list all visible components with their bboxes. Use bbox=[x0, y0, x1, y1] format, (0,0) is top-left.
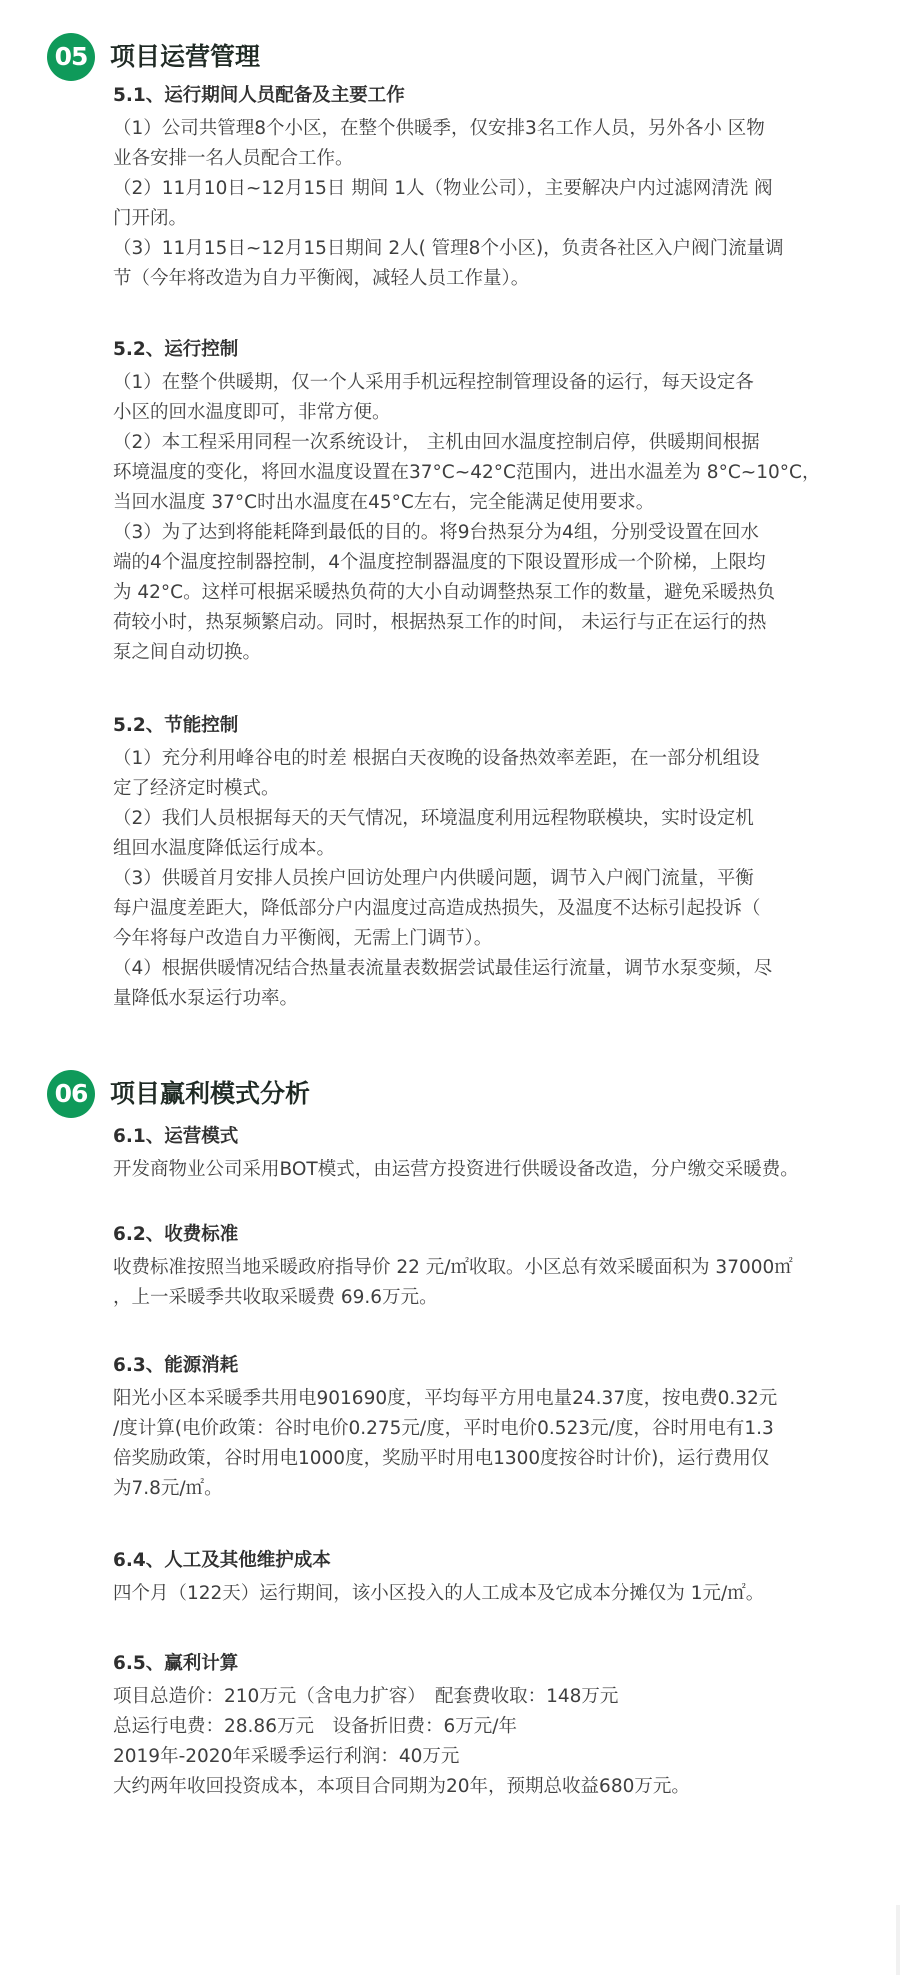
paragraph-6-2 bbox=[113, 1253, 848, 1313]
paragraph-5-1 bbox=[113, 114, 848, 294]
text-line: 2019年-2020年采暖季运行利润：40万元 bbox=[113, 1746, 460, 1767]
text-line: 泵之间自动切换。 bbox=[113, 642, 262, 663]
text-line: 总运行电费：28.86万元 设备折旧费：6万元/年 bbox=[113, 1716, 517, 1737]
text-line: 端的4个温度控制器控制，4个温度控制器温度的下限设置形成一个阶梯，上限均 bbox=[113, 552, 766, 573]
text-line: （1）在整个供暖期，仅一个人采用手机远程控制管理设备的运行，每天设定各 bbox=[113, 372, 754, 393]
text-line: 开发商物业公司采用BOT模式，由运营方投资进行供暖设备改造，分户缴交采暖费。 bbox=[113, 1159, 799, 1180]
text-line: （1）充分利用峰谷电的时差 根据白天夜晚的设备热效率差距，在一部分机组设 bbox=[113, 748, 760, 769]
text-line: 每户温度差距大，降低部分户内温度过高造成热损失，及温度不达标引起投诉（ bbox=[113, 898, 761, 919]
text-line: （2）本工程采用同程一次系统设计， 主机由回水温度控制启停，供暖期间根据 bbox=[113, 432, 760, 453]
text-line: 四个月（122天）运行期间，该小区投入的人工成本及它成本分摊仅为 1元/㎡。 bbox=[113, 1583, 765, 1604]
text-line: 倍奖励政策，谷时用电1000度，奖励平时用电1300度按谷时计价)，运行费用仅 bbox=[113, 1448, 770, 1469]
section-06 bbox=[0, 1070, 900, 1122]
text-line: 量降低水泵运行功率。 bbox=[113, 988, 299, 1009]
subsection-heading-6-2: 6.2、收费标准 bbox=[113, 1224, 239, 1245]
text-line: 门开闭。 bbox=[113, 208, 188, 229]
text-line: ，上一采暖季共收取采暖费 69.6万元。 bbox=[113, 1287, 438, 1308]
text-line: （2）11月10日~12月15日 期间 1人（物业公司），主要解决户内过滤网清洗 阀 bbox=[113, 178, 773, 199]
text-line: 业各安排一名人员配合工作。 bbox=[113, 148, 354, 169]
subsection-heading-6-4: 6.4、人工及其他维护成本 bbox=[113, 1550, 331, 1571]
text-line: 项目总造价：210万元（含电力扩容） 配套费收取：148万元 bbox=[113, 1686, 619, 1707]
text-line: 大约两年收回投资成本，本项目合同期为20年，预期总收益680万元。 bbox=[113, 1776, 690, 1797]
subsection-heading-5-2-energy: 5.2、节能控制 bbox=[113, 715, 239, 736]
text-line: /度计算(电价政策：谷时电价0.275元/度，平时电价0.523元/度，谷时用电有1.3 bbox=[113, 1418, 774, 1439]
section-title: 项目运营管理 bbox=[110, 42, 261, 71]
text-line: 小区的回水温度即可，非常方便。 bbox=[113, 402, 391, 423]
text-line: 定了经济定时模式。 bbox=[113, 778, 280, 799]
text-line: （3）11月15日~12月15日期间 2人( 管理8个小区)，负责各社区入户阀门流量调 bbox=[113, 238, 784, 259]
section-number-badge: 05 bbox=[47, 33, 95, 81]
text-line: 为 42°C。这样可根据采暖热负荷的大小自动调整热泵工作的数量，避免采暖热负 bbox=[113, 582, 776, 603]
paragraph-5-2-energy bbox=[113, 744, 848, 1014]
subsection-heading-5-2-control: 5.2、运行控制 bbox=[113, 339, 239, 360]
text-line: 荷较小时，热泵频繁启动。同时，根据热泵工作的时间， 未运行与正在运行的热 bbox=[113, 612, 767, 633]
subsection-heading-6-3: 6.3、能源消耗 bbox=[113, 1355, 239, 1376]
page-edge-divider bbox=[896, 1905, 900, 1975]
paragraph-6-3 bbox=[113, 1384, 848, 1504]
text-line: 节（今年将改造为自力平衡阀，减轻人员工作量）。 bbox=[113, 268, 530, 289]
text-line: 当回水温度 37°C时出水温度在45°C左右，完全能满足使用要求。 bbox=[113, 492, 655, 513]
section-title: 项目赢利模式分析 bbox=[110, 1079, 311, 1108]
text-line: 环境温度的变化，将回水温度设置在37°C~42°C范围内，进出水温差为 8°C~10°C， bbox=[113, 462, 821, 483]
text-line: 收费标准按照当地采暖政府指导价 22 元/㎡收取。小区总有效采暖面积为 37000㎡ bbox=[113, 1257, 793, 1278]
subsection-heading-6-1: 6.1、运营模式 bbox=[113, 1126, 239, 1147]
section-number-badge: 06 bbox=[47, 1070, 95, 1118]
subsection-heading-6-5: 6.5、赢利计算 bbox=[113, 1653, 239, 1674]
paragraph-6-4 bbox=[113, 1579, 848, 1609]
text-line: （3）供暖首月安排人员挨户回访处理户内供暖问题，调节入户阀门流量，平衡 bbox=[113, 868, 754, 889]
paragraph-5-2-control bbox=[113, 368, 848, 668]
section-header bbox=[0, 33, 900, 85]
text-line: 为7.8元/㎡。 bbox=[113, 1478, 223, 1499]
text-line: （1）公司共管理8个小区，在整个供暖季，仅安排3名工作人员，另外各小 区物 bbox=[113, 118, 765, 139]
subsection-heading-5-1: 5.1、运行期间人员配备及主要工作 bbox=[113, 85, 405, 106]
text-line: （4）根据供暖情况结合热量表流量表数据尝试最佳运行流量，调节水泵变频，尽 bbox=[113, 958, 773, 979]
section-header bbox=[0, 1070, 900, 1122]
text-line: 今年将每户改造自力平衡阀，无需上门调节）。 bbox=[113, 928, 493, 949]
paragraph-6-5 bbox=[113, 1682, 848, 1802]
text-line: 组回水温度降低运行成本。 bbox=[113, 838, 336, 859]
section-05 bbox=[0, 33, 900, 85]
text-line: （2）我们人员根据每天的天气情况，环境温度利用远程物联模块，实时设定机 bbox=[113, 808, 754, 829]
text-line: （3）为了达到将能耗降到最低的目的。将9台热泵分为4组，分别受设置在回水 bbox=[113, 522, 759, 543]
text-line: 阳光小区本采暖季共用电901690度，平均每平方用电量24.37度，按电费0.32元 bbox=[113, 1388, 778, 1409]
paragraph-6-1 bbox=[113, 1155, 848, 1185]
